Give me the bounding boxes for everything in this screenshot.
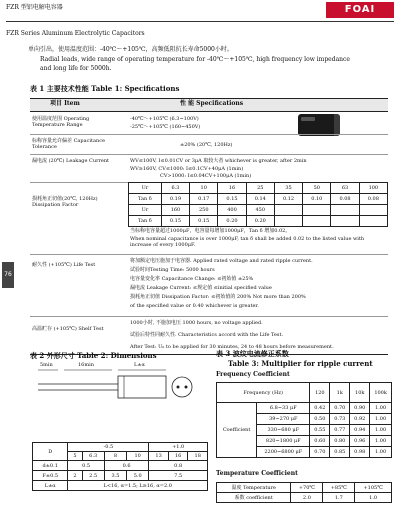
dim-cell: 0.8: [149, 461, 208, 471]
freq-cell: 6.8~33 μF: [257, 403, 310, 414]
dim-cell: 0.6: [104, 461, 149, 471]
dim-cell: 13: [149, 452, 169, 461]
table3-title-cn: 表 3 波纹电流修正系数: [216, 349, 289, 358]
dim-cell: 18: [188, 452, 208, 461]
dim-label-5min: 5min: [40, 362, 53, 368]
leakage-val3: CV>1000: I≤0.04CV+100μA (1min): [160, 173, 252, 179]
df-cell: 400: [218, 205, 246, 216]
dim-cell: 5: [68, 452, 82, 461]
capacitor-photo: [298, 114, 340, 136]
temp-cell: 1.0: [355, 493, 392, 503]
temp-cell: 温度 Temperature: [217, 483, 291, 493]
dim-cell: -0.5: [68, 443, 149, 452]
df-cell: 0.08: [331, 194, 359, 205]
dimension-table: [32, 442, 208, 491]
df-cell: [359, 216, 387, 227]
table1-title: 表 1 主要技术性能 Table 1: Specifications: [30, 84, 180, 93]
freq-cell: 39~270 μF: [257, 414, 310, 425]
df-cell: 0.15: [161, 216, 189, 227]
life-line: 漏电流 Leakage Current: ≤规定值 ≤initial specified value: [130, 285, 272, 291]
freq-cell: 330~680 μF: [257, 425, 310, 436]
dim-cell: 6.3: [82, 452, 104, 461]
df-cell: 0.10: [303, 194, 331, 205]
dimension-diagram: [34, 362, 194, 414]
freq-cell: 2200~6800 μF: [257, 447, 310, 458]
freq-cell: 0.60: [310, 436, 330, 447]
freq-cell: 0.55: [310, 425, 330, 436]
df-cell: 450: [246, 205, 274, 216]
df-cell: [303, 205, 331, 216]
dim-cell: 3.5: [104, 471, 126, 481]
df-cell: [303, 216, 331, 227]
freq-coef-title: Frequency Coefficient: [216, 371, 290, 378]
df-cell: 0.15: [218, 194, 246, 205]
freq-cell: 0.80: [330, 436, 350, 447]
freq-head: 120: [310, 383, 330, 403]
op-temp-val1: -40℃～+105℃ (6.3~100V): [130, 116, 199, 122]
df-cell: 100: [359, 183, 387, 194]
leakage-val1: WV≤100V, I≤0.01CV or 3μA 取较大者 whichever is greater, after 2min: [130, 158, 307, 164]
freq-head: 10k: [350, 383, 370, 403]
freq-cell: 0.77: [330, 425, 350, 436]
temp-cell: +85℃: [323, 483, 355, 493]
intro-cn: 单向引出，使用温度范围：-40℃～+105℃，高频低阻抗长寿命5000小时。: [28, 46, 233, 53]
df-cell: Ur: [129, 183, 162, 194]
df-cell: 25: [246, 183, 274, 194]
op-temp-val2: -25℃～+105℃ (160~450V): [130, 124, 201, 130]
life-line: of the specified value or 0.40 whichever is greater.: [130, 303, 259, 309]
freq-cell: 0.70: [330, 403, 350, 414]
df-cell: 250: [190, 205, 218, 216]
dim-cell: F±0.5: [33, 471, 68, 481]
cap-tol-val: ±20% (20℃, 120Hz): [180, 142, 233, 148]
freq-head: 100k: [370, 383, 392, 403]
dim-cell: 2.5: [82, 471, 104, 481]
freq-cell: 1.00: [370, 447, 392, 458]
dim-cell: d±0.1: [33, 461, 68, 471]
dim-cell: 5.0: [127, 471, 149, 481]
dim-cell: 8: [104, 452, 126, 461]
temperature-table: [216, 482, 392, 503]
df-cell: [331, 216, 359, 227]
df-cell: 35: [274, 183, 302, 194]
op-temp-label: 使用温度范围 Operating Temperature Range: [32, 116, 90, 128]
dim-cell: D: [33, 443, 68, 461]
df-table: [128, 182, 388, 227]
shelf-label: 高温贮存 (+105℃) Shelf Test: [32, 326, 104, 332]
df-cell: 0.20: [218, 216, 246, 227]
df-cell: 16: [218, 183, 246, 194]
df-cell: Ur: [129, 205, 162, 216]
dim-cell: 7.5: [149, 471, 208, 481]
life-line: 将加额定电压施加于电容器. Applied rated voltage and rated ripple current.: [130, 258, 313, 264]
freq-head: 1k: [330, 383, 350, 403]
life-line: 损耗角正切值 Dissipation Factor: ≤初始值的 200% Not more than 200%: [130, 294, 306, 300]
shelf-line: 1000小时, 不施加电压 1000 hours, no voltage applied.: [130, 320, 263, 326]
temp-cell: 2.0: [291, 493, 323, 503]
shelf-line: After Test: U₀ to be applied for 30 minutes, 24 to 48 hours before measurement.: [130, 344, 334, 350]
df-cell: 0.19: [161, 194, 189, 205]
dim-label-l: L±α: [134, 362, 145, 368]
df-cell: 0.15: [190, 216, 218, 227]
shelf-line: 试验后特性同耐久性. Characteristics accord with the Life Test.: [130, 332, 284, 338]
temp-cell: 系数 coefficient: [217, 493, 291, 503]
df-cell: 0.12: [274, 194, 302, 205]
freq-cell: 0.90: [350, 403, 370, 414]
freq-cell: 0.98: [350, 447, 370, 458]
page-number: 76: [2, 262, 14, 288]
brand-logo: FOAI: [326, 2, 394, 18]
temp-coef-title: Temperature Coefficient: [216, 470, 298, 477]
dim-cell: 2: [68, 471, 82, 481]
freq-cell: 0.96: [350, 436, 370, 447]
freq-cell: 820~1800 μF: [257, 436, 310, 447]
life-line: 试验时间Testing Time: 5000 hours: [130, 267, 215, 273]
frequency-table: [216, 382, 392, 458]
df-cell: Tan δ: [129, 194, 162, 205]
df-cell: 63: [331, 183, 359, 194]
df-label: 损耗角正切值(20℃, 120Hz) Dissipation Factor: [32, 196, 98, 208]
freq-cell: 1.00: [370, 403, 392, 414]
leakage-val2: WV≥160V, CV≤1000: I≤0.1CV+40μA (1min): [130, 166, 244, 172]
freq-cell: 0.70: [310, 447, 330, 458]
leakage-label: 漏电流 (20℃) Leakage Current: [32, 158, 110, 164]
freq-cell: 1.00: [370, 414, 392, 425]
freq-cell: 1.00: [370, 436, 392, 447]
col-spec-header: 性 能 Specifications: [180, 100, 244, 107]
life-line: 电容量变化率 Capacitance Change: ≤初始值 ±25%: [130, 276, 254, 282]
df-note-en: When nominal capacitance is over 1000μF, tan δ shall be added 0.02 to the listed value with increase of every 1000μF.: [130, 236, 365, 248]
df-cell: 0.14: [246, 194, 274, 205]
df-note-cn: 当标称电容量超过1000μF，电容量每增加1000μF，Tan δ 增加0.02。: [130, 228, 291, 234]
intro-en-line1: Radial leads, wide range of operating temperature for -40℃～+105℃, high frequency low impedance: [40, 56, 350, 63]
table2-title: 表 2 外形尺寸 Table 2: Dimensions: [30, 351, 157, 360]
header-divider: [6, 21, 394, 22]
df-cell: [274, 205, 302, 216]
df-cell: Tan δ: [129, 216, 162, 227]
df-cell: [274, 216, 302, 227]
dim-cell: 10: [127, 452, 149, 461]
table3-title: Table 3: Multiplier for ripple current: [228, 359, 373, 368]
cap-tol-label: 标称容量允许偏差 Capacitance Tolerance: [32, 138, 105, 150]
freq-cell: 0.85: [330, 447, 350, 458]
df-cell: 10: [190, 183, 218, 194]
df-cell: 0.17: [190, 194, 218, 205]
dim-cell: L<16, α=1.5; L≥16, α=2.0: [68, 481, 208, 491]
temp-cell: 1.7: [323, 493, 355, 503]
life-label: 耐久性 (+105℃) Life Test: [32, 262, 96, 268]
dim-label-16min: 16min: [78, 362, 94, 368]
df-cell: 50: [303, 183, 331, 194]
freq-head: Frequency (Hz): [217, 383, 310, 403]
freq-cell: 0.92: [350, 414, 370, 425]
freq-coef-label: Coefficient: [217, 403, 257, 458]
series-subtitle: FZR Series Aluminum Electrolytic Capacitors: [6, 30, 145, 37]
dim-cell: 0.5: [68, 461, 104, 471]
df-cell: [331, 205, 359, 216]
df-cell: 0.20: [246, 216, 274, 227]
freq-cell: 0.50: [310, 414, 330, 425]
dim-cell: 16: [168, 452, 188, 461]
df-cell: 6.3: [161, 183, 189, 194]
temp-cell: +105℃: [355, 483, 392, 493]
col-item-header: 项目 Item: [50, 100, 80, 107]
dim-cell: L±α: [33, 481, 68, 491]
freq-cell: 0.73: [330, 414, 350, 425]
freq-cell: 0.94: [350, 425, 370, 436]
df-cell: [359, 205, 387, 216]
intro-en-line2: and long life for 5000h.: [40, 65, 112, 72]
series-title: FZR 型铝电解电容器: [6, 4, 63, 11]
df-cell: 160: [161, 205, 189, 216]
freq-cell: 1.00: [370, 425, 392, 436]
df-cell: 0.08: [359, 194, 387, 205]
dim-cell: +1.0: [149, 443, 208, 452]
freq-cell: 0.42: [310, 403, 330, 414]
temp-cell: +70℃: [291, 483, 323, 493]
